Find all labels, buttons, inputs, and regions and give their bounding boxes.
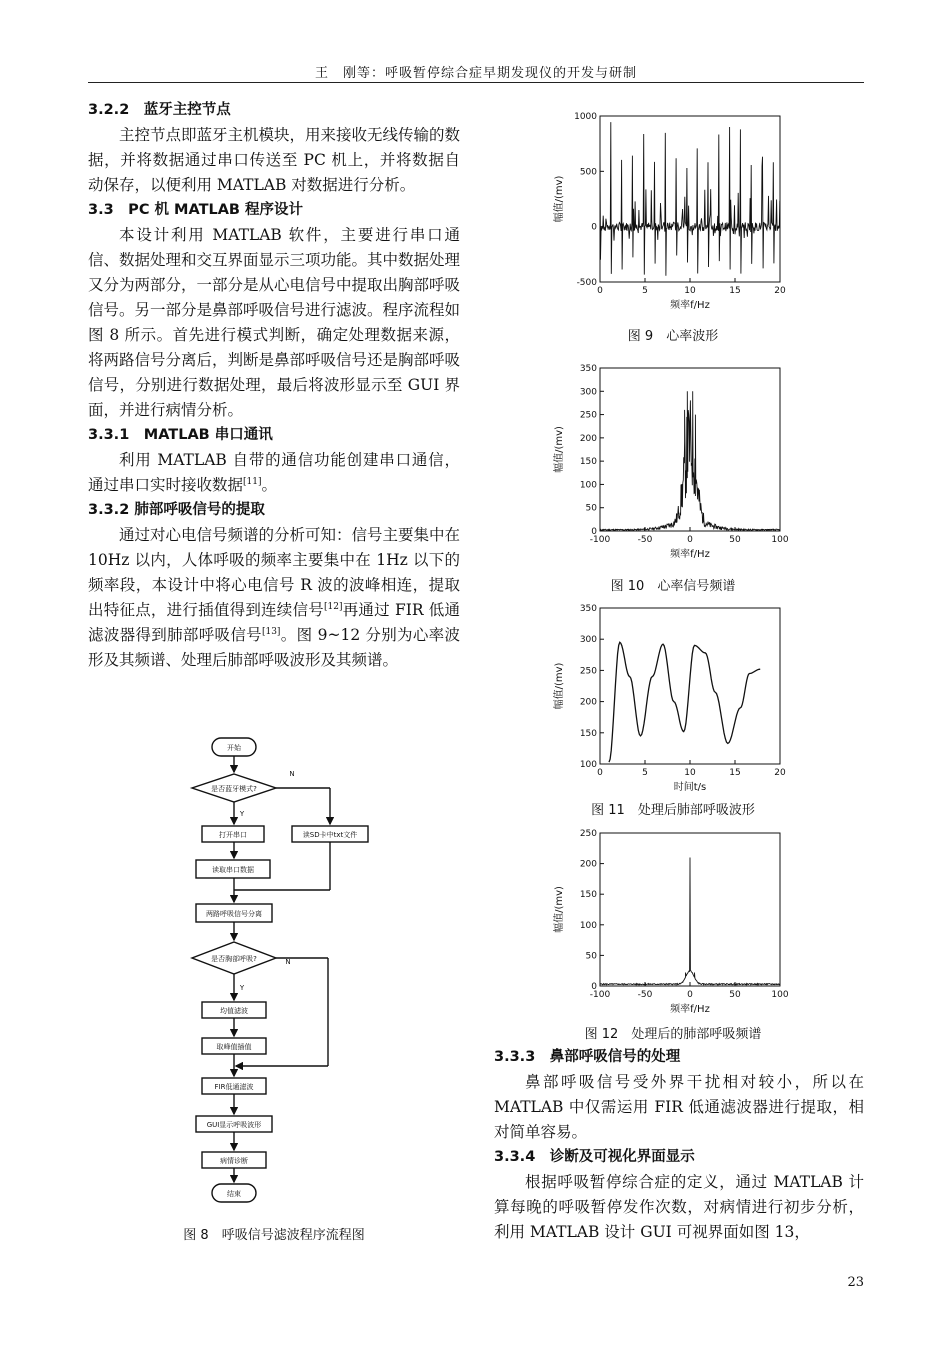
start-label: 开始: [227, 744, 241, 752]
y-tick-label: 300: [579, 387, 597, 398]
x-tick-label: -100: [589, 535, 611, 545]
citation-11: [11]: [243, 476, 262, 487]
figure-8-caption: 图 8 呼吸信号滤波程序流程图: [183, 1228, 365, 1243]
x-tick-label: -100: [589, 990, 611, 1000]
y-tick-label: 100: [579, 760, 597, 770]
x-tick-label: 100: [771, 990, 789, 1000]
y-tick-label: 350: [579, 604, 597, 614]
plot-frame: [600, 608, 780, 764]
plot-frame: [600, 116, 780, 282]
x-tick-label: 50: [729, 990, 741, 1000]
section-3-2-2-heading: 3.2.2 蓝牙主控节点: [88, 102, 231, 118]
x-axis-label: 频率f/Hz: [670, 1004, 710, 1015]
split-label: 两路呼吸信号分离: [206, 910, 262, 918]
y-tick-label: 0: [591, 527, 597, 537]
mean-filter-label: 均值滤波: [220, 1007, 248, 1015]
section-3-2-2-text: 主控节点即蓝牙主机模块，用来接收无线传输的数据，并将数据通过串口传送至 PC 机上，并将数据自动保存，以便利用 MATLAB 对数据进行分析。: [88, 126, 461, 194]
x-tick-label: 0: [597, 286, 603, 296]
running-header: 王 刚等：呼吸暂停综合症早期发现仪的开发与研制: [314, 66, 637, 81]
y-tick-label: -500: [576, 278, 597, 288]
gui-label: GUI显示呼吸波形: [206, 1121, 262, 1129]
fir-label: FIR低通滤波: [214, 1083, 254, 1091]
x-tick-label: 50: [729, 535, 741, 545]
x-tick-label: 10: [684, 286, 696, 296]
diagnosis-label: 病情诊断: [220, 1157, 248, 1165]
read-port-label: 读取串口数据: [212, 866, 254, 874]
y-tick-label: 300: [579, 635, 597, 646]
decision1-yes: Y: [239, 810, 245, 818]
series-line: [600, 391, 780, 530]
section-3-3-3-text: 鼻部呼吸信号受外界干扰相对较小，所以在 MATLAB 中仅需运用 FIR 低通滤波器进行提取，相对简单容易。: [494, 1073, 864, 1141]
figure-11-caption: 图 11 处理后肺部呼吸波形: [591, 803, 755, 818]
header-rule: [88, 82, 864, 83]
y-tick-label: 0: [591, 222, 597, 233]
y-tick-label: 200: [579, 697, 597, 708]
section-3-3-1-text: 利用 MATLAB 自带的通信功能创建串口通信，通过串口实时接收数据[11]。: [88, 451, 460, 494]
x-tick-label: -50: [637, 990, 653, 1000]
y-tick-label: 150: [579, 890, 597, 901]
section-3-3-4-text: 根据呼吸暂停综合症的定义，通过 MATLAB 计算每晚的呼吸暂停发作次数，对病情进行初步分析，利用 MATLAB 设计 GUI 可视界面如图 13，: [494, 1173, 864, 1241]
x-tick-label: -50: [637, 535, 653, 545]
y-tick-label: 50: [585, 503, 597, 514]
x-axis-label: 频率f/Hz: [670, 549, 710, 560]
section-3-3-2-text: 通过对心电信号频谱的分析可知：信号主要集中在 10Hz 以内，人体呼吸的频率主要集中在 1Hz 以下的频率段，本设计中将心电信号 R 波的波峰相连，提取出特征点，进行插值得到连续信号[12]再通过 FIR 低通滤波器得到肺部呼吸信号[13]。图 9~12 分别为心率波形及其频谱、处理后肺部呼吸波形及其频谱。: [88, 526, 461, 669]
x-tick-label: 0: [597, 768, 603, 778]
x-axis-label: 频率f/Hz: [670, 300, 710, 311]
decision2-yes: Y: [239, 984, 245, 992]
x-tick-label: 0: [687, 990, 693, 1000]
y-tick-label: 200: [579, 433, 597, 444]
x-tick-label: 100: [771, 535, 789, 545]
y-tick-label: 250: [579, 410, 597, 421]
section-3-3-4-heading: 3.3.4 诊断及可视化界面显示: [494, 1149, 695, 1165]
y-axis-label: 幅值/(mv): [554, 175, 565, 223]
figure-9-caption: 图 9 心率波形: [627, 329, 719, 344]
x-tick-label: 5: [642, 768, 648, 778]
x-tick-label: 20: [774, 286, 786, 296]
right-column: [494, 1045, 864, 1245]
y-tick-label: 150: [579, 457, 597, 468]
x-tick-label: 5: [642, 286, 648, 296]
section-3-3-3-heading: 3.3.3 鼻部呼吸信号的处理: [494, 1049, 681, 1065]
read-sd-label: 读SD卡中txt文件: [302, 831, 358, 839]
x-tick-label: 0: [687, 535, 693, 545]
decision1-label: 是否蓝牙模式?: [211, 785, 257, 793]
page-number: 23: [847, 1275, 864, 1290]
y-tick-label: 100: [579, 920, 597, 931]
y-tick-label: 250: [579, 829, 597, 839]
x-tick-label: 20: [774, 768, 786, 778]
x-tick-label: 15: [729, 286, 741, 296]
y-tick-label: 0: [591, 982, 597, 992]
x-axis-label: 时间t/s: [673, 782, 707, 793]
series-line: [600, 858, 780, 985]
decision2-no: N: [285, 958, 291, 966]
x-tick-label: 10: [684, 768, 696, 778]
y-tick-label: 50: [585, 951, 597, 962]
section-3-3-heading: 3.3 PC 机 MATLAB 程序设计: [88, 202, 304, 218]
chart-figure-9: [548, 108, 798, 316]
end-label: 结束: [227, 1190, 241, 1198]
citation-13: [13]: [261, 626, 281, 637]
peak-interp-label: 取峰值插值: [216, 1043, 252, 1051]
y-axis-label: 幅值/(mv): [554, 886, 565, 933]
series-line: [609, 642, 760, 762]
y-axis-label: 幅值/(mv): [554, 426, 565, 473]
section-3-3-text: 本设计利用 MATLAB 软件，主要进行串口通信、数据处理和交互界面显示三项功能。其中数据处理又分为两部分，一部分是从心电信号中提取出胸部呼吸信号。另一部分是鼻部呼吸信号进行滤波。程序流程如图 8 所示。首先进行模式判断，确定处理数据来源，将两路信号分离后，判断是鼻部呼吸信号还是胸部呼吸信号，分别进行数据处理，最后将波形显示至 GUI 界面，并进行病情分析。: [88, 226, 461, 419]
y-tick-label: 350: [579, 364, 597, 374]
chart-figure-10: [548, 360, 798, 565]
y-tick-label: 250: [579, 666, 597, 677]
x-tick-label: 15: [729, 768, 741, 778]
decision2-label: 是否胸部呼吸?: [211, 955, 257, 963]
section-3-3-1-heading: 3.3.1 MATLAB 串口通讯: [88, 427, 273, 443]
chart-figure-11: [548, 600, 798, 798]
chart-figure-12: [548, 825, 798, 1020]
series-line: [600, 122, 780, 276]
y-tick-label: 500: [579, 167, 597, 178]
y-axis-label: 幅值/(mv): [554, 662, 565, 710]
open-port-label: 打开串口: [219, 831, 247, 839]
y-tick-label: 150: [579, 728, 597, 739]
left-column: [88, 98, 460, 673]
y-tick-label: 1000: [574, 112, 597, 122]
y-tick-label: 200: [579, 859, 597, 870]
y-tick-label: 100: [579, 480, 597, 491]
decision1-no: N: [289, 770, 295, 778]
section-3-3-2-heading: 3.3.2 肺部呼吸信号的提取: [88, 502, 265, 518]
figure-12-caption: 图 12 处理后的肺部呼吸频谱: [584, 1027, 762, 1042]
citation-12: [12]: [323, 601, 343, 612]
figure-10-caption: 图 10 心率信号频谱: [610, 579, 736, 594]
flowchart-figure-8: [180, 730, 380, 1210]
